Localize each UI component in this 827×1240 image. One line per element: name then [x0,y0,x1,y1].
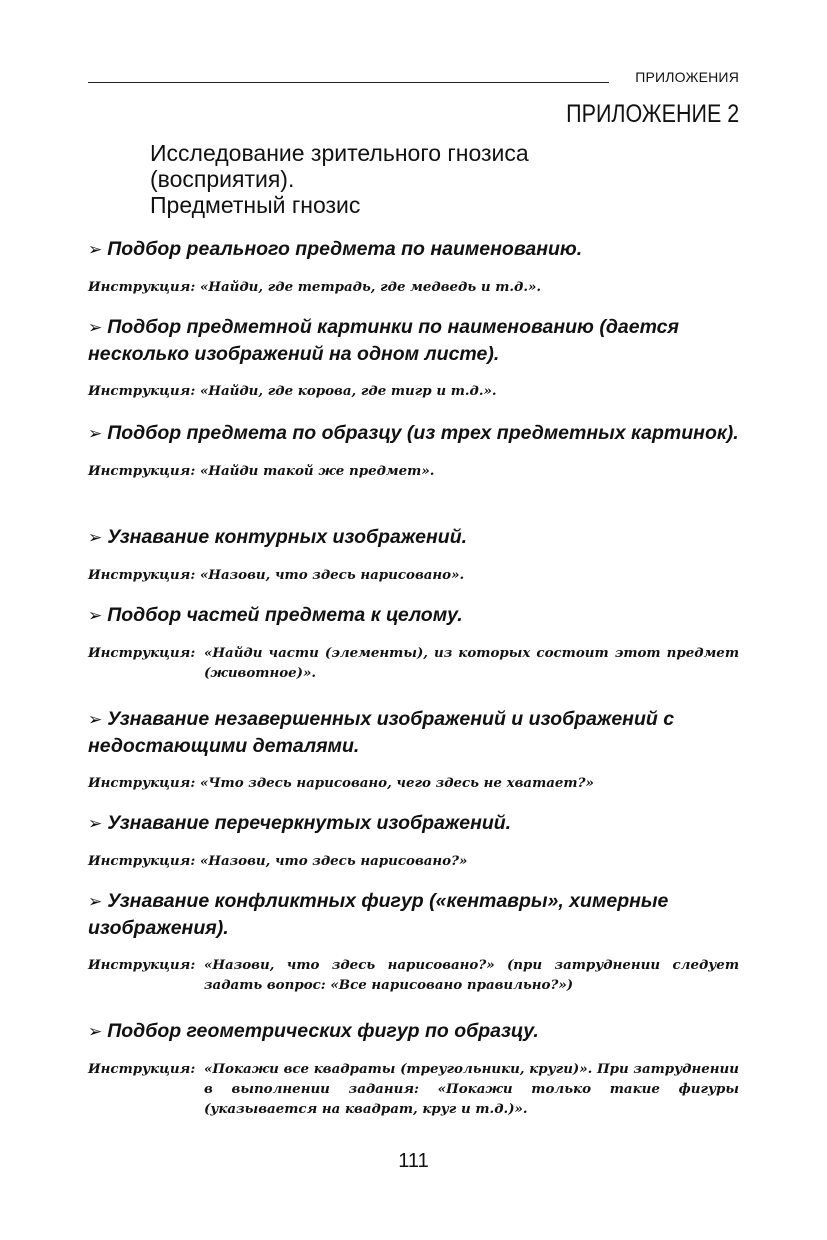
instruction [88,565,739,585]
instruction [88,1059,739,1119]
instruction-text: «Найди, где тетрадь, где медведь и т.д.». [199,279,542,295]
instruction-label: Инструкция: [88,957,196,973]
list-item-6 [88,706,739,793]
instruction-label: Инструкция: [88,567,196,583]
item-title: Узнавание конфликтных фигур («кентавры», химерные изображения). [88,890,669,939]
list-item-8 [88,888,739,995]
running-header [88,68,739,86]
instruction [88,277,739,297]
instruction-text: «Назови, что здесь нарисовано». [199,567,465,583]
instruction [88,851,739,871]
instruction-label: Инструкция: [88,463,196,479]
heading-line-1: Исследование зрительного гнозиса [150,140,529,166]
heading-line-2: (восприятия). [150,166,295,192]
instruction-label: Инструкция: [88,645,196,661]
running-title: ПРИЛОЖЕНИЯ [635,69,739,85]
instruction [88,381,739,401]
instruction-label: Инструкция: [88,853,196,869]
instruction [88,461,739,481]
appendix-title: ПРИЛОЖЕНИЕ 2 [565,100,739,128]
instruction-label: Инструкция: [88,279,196,295]
instruction [88,643,739,683]
instruction-label: Инструкция: [88,383,196,399]
instruction-label: Инструкция: [88,1061,196,1077]
instruction-text: «Найди такой же предмет». [199,463,435,479]
list-item-9 [88,1018,739,1119]
instruction-text: «Найди части (элементы), из которых состоит этот предмет (животное)». [204,645,739,681]
arrow-bullet-icon: ➢ [88,814,103,834]
item-title: Узнавание контурных изображений. [107,526,468,548]
instruction [88,955,739,995]
instruction-text: «Что здесь нарисовано, чего здесь не хватает?» [199,775,594,791]
item-title: Узнавание незавершенных изображений и изображений с недостающими деталями. [88,708,675,757]
instruction [88,773,739,793]
arrow-bullet-icon: ➢ [88,424,103,444]
arrow-bullet-icon: ➢ [88,318,103,338]
arrow-bullet-icon: ➢ [88,892,103,912]
instruction-text: «Найди, где корова, где тигр и т.д.». [199,383,497,399]
section-heading [150,140,710,218]
item-title: Узнавание перечеркнутых изображений. [107,812,512,834]
instruction-label: Инструкция: [88,775,196,791]
item-title: Подбор частей предмета к целому. [107,604,463,626]
list-item-3 [88,420,739,481]
list-item-2 [88,314,739,401]
header-rule [88,82,609,83]
arrow-bullet-icon: ➢ [88,240,103,260]
item-title: Подбор предмета по образцу (из трех предметных картинок). [107,422,739,444]
list-item-4 [88,524,739,585]
page-number: 111 [398,1150,429,1172]
arrow-bullet-icon: ➢ [88,1022,103,1042]
arrow-bullet-icon: ➢ [88,606,103,626]
arrow-bullet-icon: ➢ [88,528,103,548]
arrow-bullet-icon: ➢ [88,710,103,730]
item-title: Подбор реального предмета по наименованию. [107,238,583,260]
instruction-text: «Назови, что здесь нарисовано?» (при затруднении следует задать вопрос: «Все нарисовано правильно?») [204,957,739,993]
list-item-7 [88,810,739,871]
list-item-1 [88,236,739,297]
item-title: Подбор геометрических фигур по образцу. [107,1020,539,1042]
instruction-text: «Назови, что здесь нарисовано?» [199,853,468,869]
item-title: Подбор предметной картинки по наименованию (дается несколько изображений на одном листе). [88,316,679,365]
instruction-text: «Покажи все квадраты (треугольники, круги)». При затруднении в выполнении задания: «Покажи только такие фигуры (указывается на квадрат, круг и т.д.)». [204,1061,739,1117]
list-item-5 [88,602,739,683]
heading-line-3: Предметный гнозис [150,192,361,218]
